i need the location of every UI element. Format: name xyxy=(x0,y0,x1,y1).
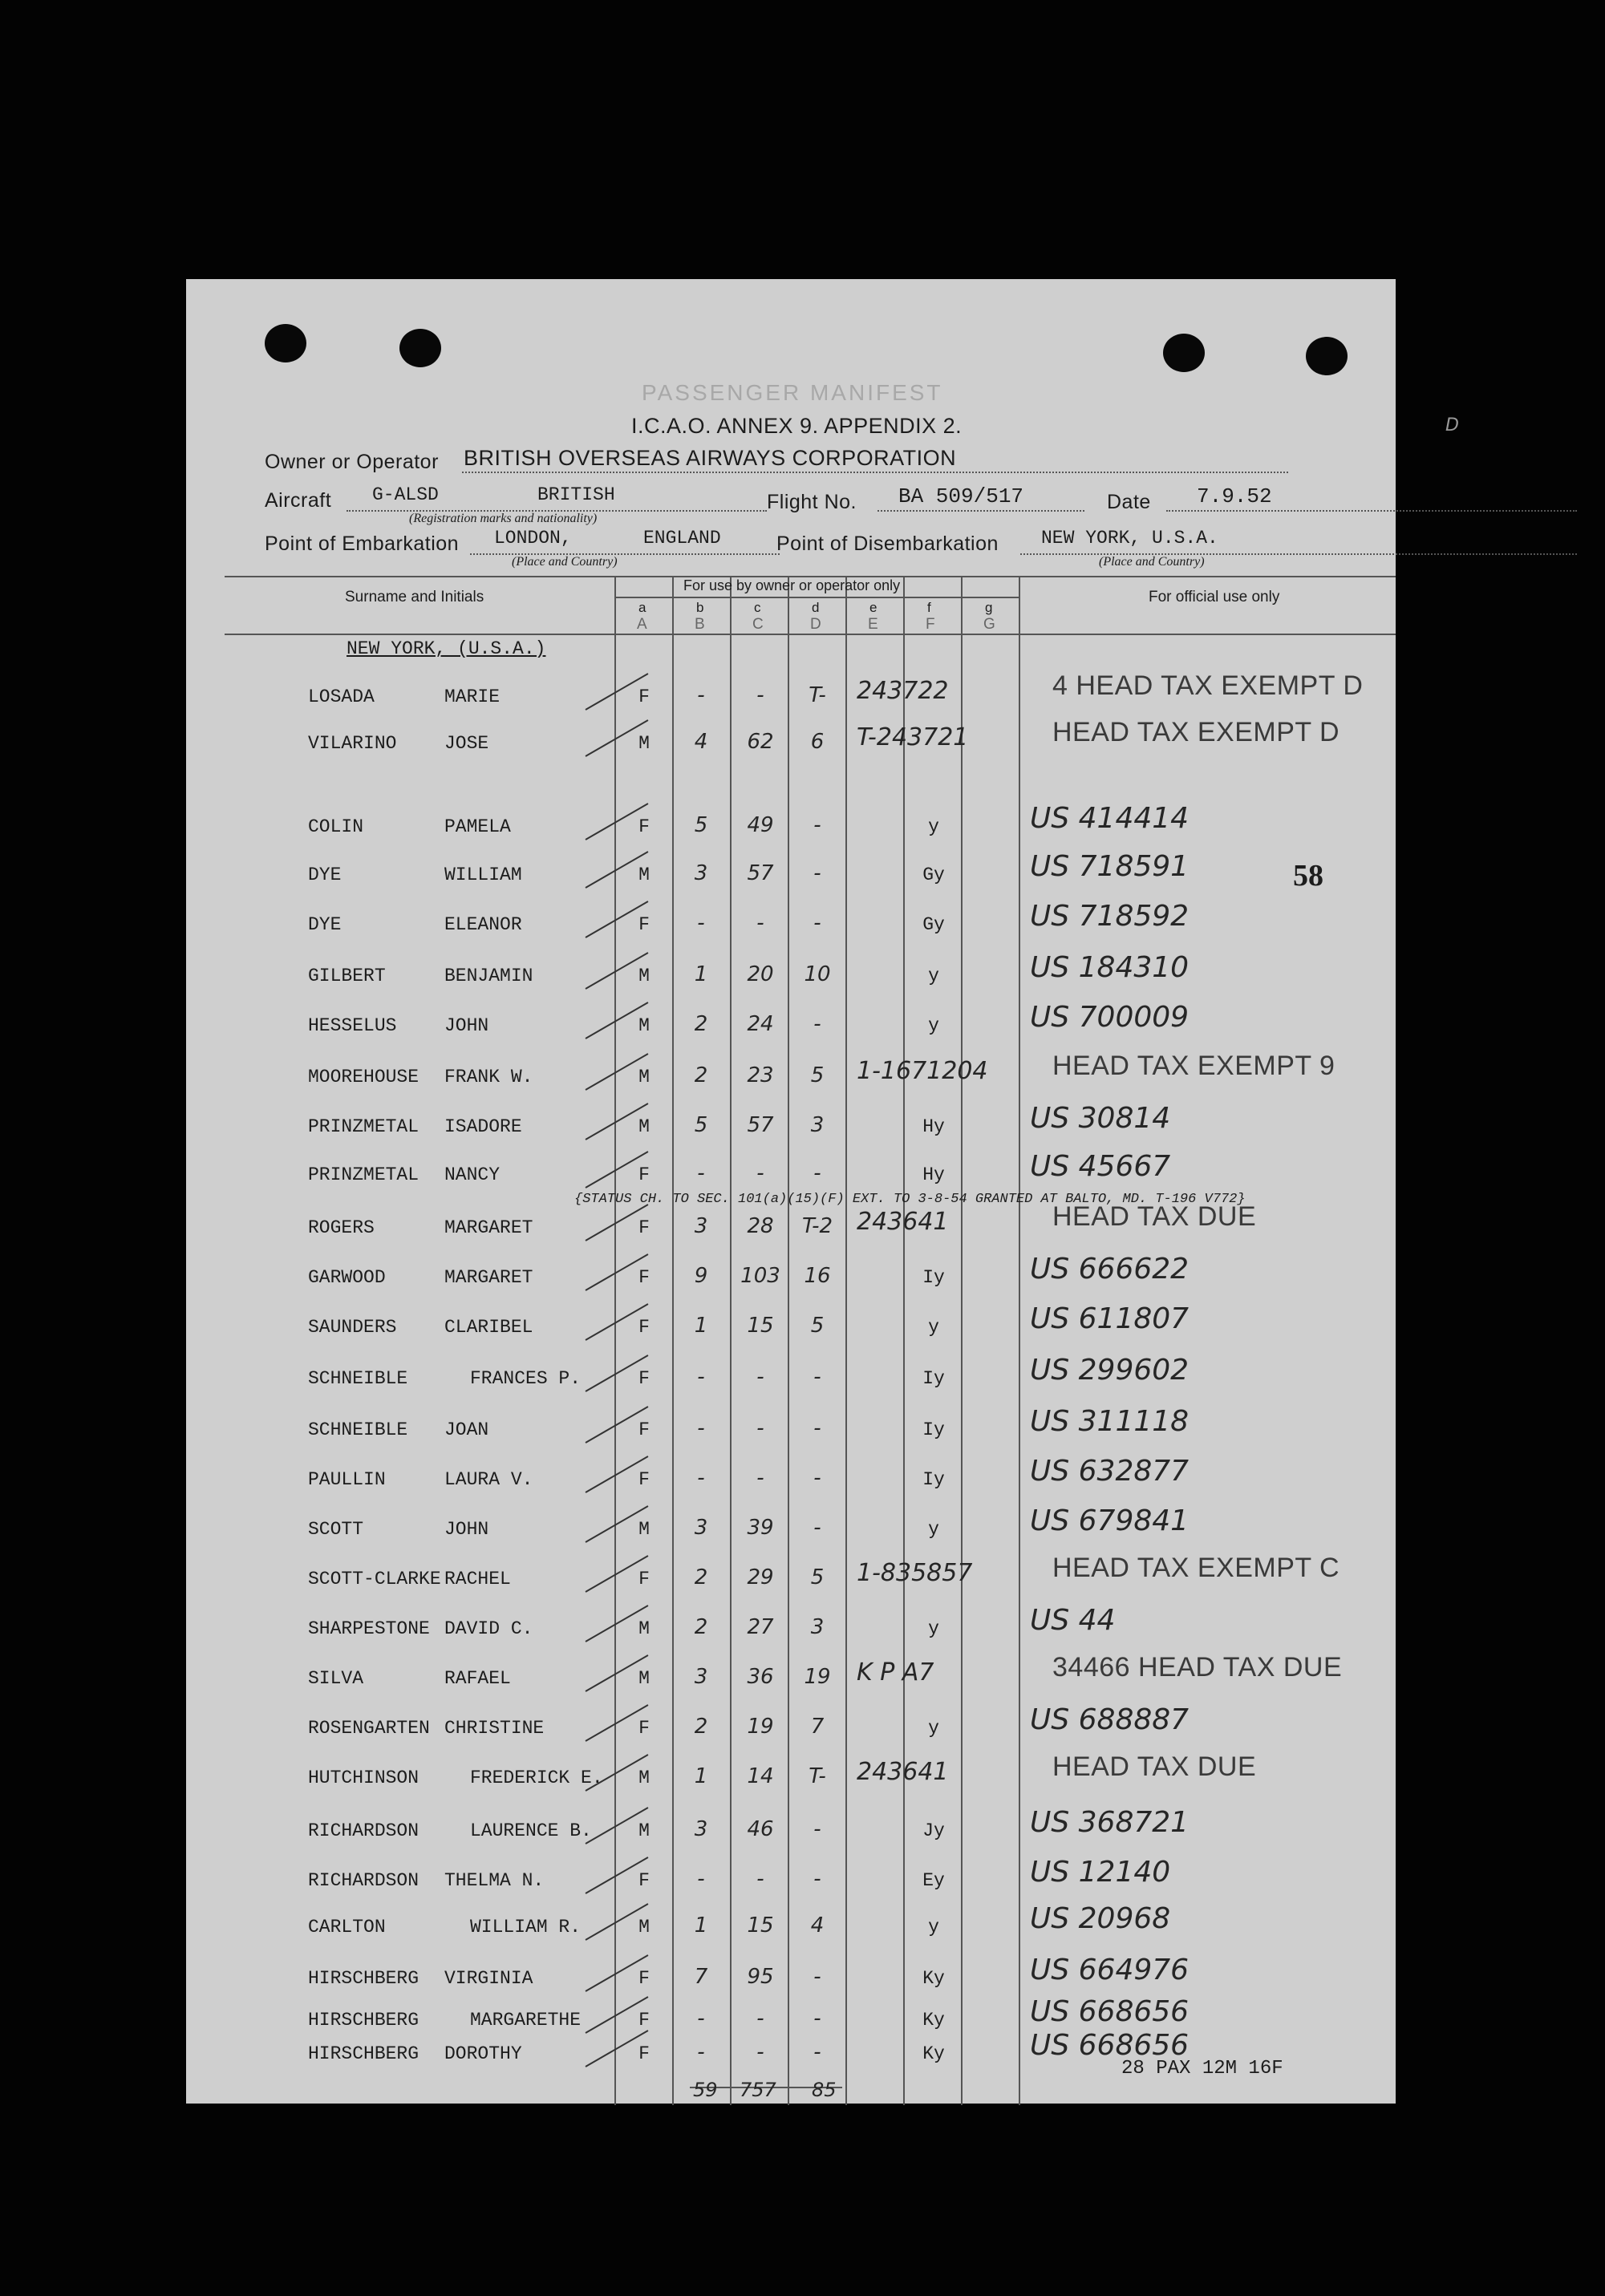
col-b-cell: - xyxy=(697,1416,705,1440)
col-d-cell: - xyxy=(813,1867,821,1891)
col-d-cell: T- xyxy=(809,683,826,707)
col-b-cell: - xyxy=(697,1365,705,1389)
passenger-given-name: DAVID C. xyxy=(444,1618,533,1639)
passenger-given-name: BENJAMIN xyxy=(444,966,533,986)
column-letter-upper: D xyxy=(810,616,821,633)
col-f-cell: y xyxy=(928,966,939,986)
sex-cell: M xyxy=(638,1668,650,1689)
passenger-surname: SCHNEIBLE xyxy=(308,1419,408,1440)
col-d-cell: 19 xyxy=(804,1665,831,1689)
col-c-cell: 24 xyxy=(747,1012,774,1036)
column-letter-lower: e xyxy=(869,600,877,615)
col-b-cell: 2 xyxy=(694,1615,708,1639)
sex-cell: F xyxy=(638,1317,650,1338)
col-c-cell: 15 xyxy=(747,1913,774,1938)
official-use-entry: US 632877 xyxy=(1030,1455,1190,1488)
official-use-entry: HEAD TAX EXEMPT 9 xyxy=(1052,1051,1335,1081)
flight-label: Flight No. xyxy=(767,491,857,513)
col-b-cell: 9 xyxy=(694,1264,708,1288)
col-f-cell: Ey xyxy=(922,1870,945,1891)
col-c-cell: - xyxy=(756,2006,764,2031)
official-use-entry: US 664976 xyxy=(1030,1954,1190,1986)
column-letter-upper: G xyxy=(983,616,995,633)
place-note-embark: (Place and Country) xyxy=(512,555,618,569)
column-letter-lower: b xyxy=(696,600,704,615)
col-d-cell: 3 xyxy=(810,1113,825,1137)
sex-cell: F xyxy=(638,1968,650,1989)
sex-cell: F xyxy=(638,1718,650,1739)
passenger-given-name: MARGARETHE xyxy=(470,2010,582,2031)
col-c-cell: 14 xyxy=(747,1764,774,1788)
col-c-cell: 103 xyxy=(740,1264,780,1288)
col-d-cell: 3 xyxy=(810,1615,825,1639)
passenger-surname: HUTCHINSON xyxy=(308,1768,419,1788)
col-e-cell: 1-835857 xyxy=(857,1559,973,1587)
passenger-given-name: WILLIAM R. xyxy=(470,1917,582,1938)
passenger-surname: PRINZMETAL xyxy=(308,1116,419,1137)
col-c-cell: 39 xyxy=(747,1516,774,1540)
sex-cell: M xyxy=(638,1015,650,1036)
passenger-surname: LOSADA xyxy=(308,686,375,707)
passenger-surname: ROSENGARTEN xyxy=(308,1718,430,1739)
official-use-entry: HEAD TAX DUE xyxy=(1052,1201,1257,1232)
col-e-cell: K P A7 xyxy=(857,1658,934,1687)
col-b-cell: 1 xyxy=(694,962,708,986)
sex-cell: M xyxy=(638,1820,650,1841)
column-letter-upper: B xyxy=(695,616,705,633)
column-letter-upper: E xyxy=(868,616,878,633)
sex-cell: M xyxy=(638,1768,650,1788)
passenger-surname: HIRSCHBERG xyxy=(308,2010,419,2031)
passenger-surname: GILBERT xyxy=(308,966,386,986)
col-d-cell: - xyxy=(813,1012,821,1036)
col-b-cell: 1 xyxy=(694,1764,708,1788)
col-f-cell: Gy xyxy=(922,865,945,885)
official-use-entry: US 668656 xyxy=(1030,1995,1190,2028)
passenger-surname: CARLTON xyxy=(308,1917,386,1938)
passenger-surname: SCOTT xyxy=(308,1519,364,1540)
passenger-given-name: WILLIAM xyxy=(444,865,522,885)
punch-hole xyxy=(1163,334,1205,372)
faded-form-title: PASSENGER MANIFEST xyxy=(642,380,943,405)
passenger-surname: RICHARDSON xyxy=(308,1870,419,1891)
column-letter-upper: F xyxy=(926,616,935,633)
col-b-cell: 7 xyxy=(694,1965,708,1989)
col-d-cell: - xyxy=(813,1965,821,1989)
passenger-given-name: THELMA N. xyxy=(444,1870,545,1891)
col-d-cell: - xyxy=(813,1161,821,1185)
official-use-entry: US 368721 xyxy=(1030,1806,1190,1839)
passenger-surname: DYE xyxy=(308,865,342,885)
col-c-cell: 27 xyxy=(747,1615,774,1639)
date-value: 7.9.52 xyxy=(1197,484,1272,508)
col-c-cell: - xyxy=(756,1365,764,1389)
col-d-cell: - xyxy=(813,813,821,837)
passenger-surname: SHARPESTONE xyxy=(308,1618,430,1639)
col-c-cell: - xyxy=(756,1416,764,1440)
official-use-entry: US 611807 xyxy=(1030,1302,1190,1335)
column-letter-upper: C xyxy=(752,616,764,633)
col-c-cell: 36 xyxy=(747,1665,774,1689)
col-f-cell: y xyxy=(928,1317,939,1338)
col-e-cell: 1-1671204 xyxy=(857,1057,988,1085)
col-c-cell: - xyxy=(756,1161,764,1185)
col-f-cell: Iy xyxy=(922,1419,945,1440)
official-use-entry: HEAD TAX DUE xyxy=(1052,1751,1257,1782)
flight-number: BA 509/517 xyxy=(898,484,1024,508)
col-c-cell: - xyxy=(756,1867,764,1891)
date-label: Date xyxy=(1107,491,1151,513)
col-d-cell: - xyxy=(813,2006,821,2031)
embarkation-city: LONDON, xyxy=(494,528,572,549)
total-b: 59 xyxy=(693,2079,718,2101)
passenger-surname: RICHARDSON xyxy=(308,1820,419,1841)
col-d-cell: - xyxy=(813,1516,821,1540)
col-f-cell: Iy xyxy=(922,1368,945,1389)
official-use-entry: US 184310 xyxy=(1030,951,1190,984)
col-b-cell: 2 xyxy=(694,1012,708,1036)
sex-cell: M xyxy=(638,1917,650,1938)
official-use-entry: US 688887 xyxy=(1030,1703,1190,1736)
col-b-cell: 5 xyxy=(694,813,708,837)
col-c-cell: 46 xyxy=(747,1817,774,1841)
col-c-cell: 19 xyxy=(747,1715,774,1739)
sex-cell: F xyxy=(638,686,650,707)
official-use-entry: US 666622 xyxy=(1030,1253,1190,1286)
passenger-surname: HIRSCHBERG xyxy=(308,1968,419,1989)
owner-use-header: For use by owner or operator only xyxy=(683,577,901,593)
passenger-given-name: RAFAEL xyxy=(444,1668,511,1689)
col-e-cell: T-243721 xyxy=(857,723,969,751)
official-use-entry: US 700009 xyxy=(1030,1001,1190,1034)
surname-column-header: Surname and Initials xyxy=(345,589,484,605)
passenger-given-name: MARGARET xyxy=(444,1217,533,1238)
sex-cell: F xyxy=(638,1469,650,1490)
punch-hole xyxy=(1306,337,1348,375)
official-use-header: For official use only xyxy=(1149,589,1280,605)
passenger-surname: SILVA xyxy=(308,1668,364,1689)
official-use-entry: US 45667 xyxy=(1030,1150,1171,1183)
col-c-cell: 95 xyxy=(747,1965,774,1989)
official-use-entry: US 668656 xyxy=(1030,2029,1190,2062)
sex-cell: F xyxy=(638,816,650,837)
col-e-cell: 243641 xyxy=(857,1758,949,1786)
sex-cell: F xyxy=(638,2010,650,2031)
col-f-cell: Ky xyxy=(922,1968,945,1989)
passenger-given-name: JOAN xyxy=(444,1419,489,1440)
disembarkation-value: NEW YORK, U.S.A. xyxy=(1041,528,1218,549)
col-b-cell: - xyxy=(697,911,705,935)
col-f-cell: y xyxy=(928,816,939,837)
sex-cell: F xyxy=(638,2043,650,2064)
punch-hole xyxy=(265,324,306,362)
passenger-given-name: FREDERICK E. xyxy=(470,1768,603,1788)
official-use-entry: US 718591 xyxy=(1030,850,1190,883)
col-d-cell: 5 xyxy=(810,1314,825,1338)
col-b-cell: - xyxy=(697,1466,705,1490)
col-c-cell: - xyxy=(756,1466,764,1490)
passenger-given-name: JOHN xyxy=(444,1519,489,1540)
passenger-given-name: JOSE xyxy=(444,733,489,754)
col-c-cell: 29 xyxy=(747,1565,774,1589)
registration-note: (Registration marks and nationality) xyxy=(409,512,598,525)
passenger-surname: HIRSCHBERG xyxy=(308,2043,419,2064)
embarkation-country: ENGLAND xyxy=(643,528,721,549)
col-b-cell: - xyxy=(697,1161,705,1185)
official-use-entry: HEAD TAX EXEMPT D xyxy=(1052,717,1340,747)
sex-cell: M xyxy=(638,966,650,986)
official-use-entry: US 414414 xyxy=(1030,802,1190,835)
manifest-page xyxy=(186,279,1459,2104)
sex-cell: M xyxy=(638,1519,650,1540)
passenger-given-name: VIRGINIA xyxy=(444,1968,533,1989)
col-b-cell: - xyxy=(697,2040,705,2064)
passenger-surname: MOOREHOUSE xyxy=(308,1067,419,1087)
col-b-cell: 2 xyxy=(694,1063,708,1087)
col-f-cell: y xyxy=(928,1618,939,1639)
form-title: I.C.A.O. ANNEX 9. APPENDIX 2. xyxy=(631,414,963,438)
col-d-cell: - xyxy=(813,2040,821,2064)
official-use-entry: US 30814 xyxy=(1030,1102,1171,1135)
column-letter-upper: A xyxy=(637,616,647,633)
official-use-entry: US 679841 xyxy=(1030,1504,1190,1537)
sex-cell: F xyxy=(638,1217,650,1238)
page-number: 58 xyxy=(1293,859,1323,893)
col-f-cell: y xyxy=(928,1718,939,1739)
col-d-cell: T-2 xyxy=(801,1214,833,1238)
sex-cell: M xyxy=(638,1116,650,1137)
col-e-cell: 243641 xyxy=(857,1208,949,1236)
passenger-surname: VILARINO xyxy=(308,733,397,754)
aircraft-registration: G-ALSD xyxy=(372,484,439,505)
passenger-surname: PAULLIN xyxy=(308,1469,386,1490)
aircraft-nationality: BRITISH xyxy=(537,484,615,505)
col-d-cell: - xyxy=(813,1817,821,1841)
passenger-summary: 28 PAX 12M 16F xyxy=(1121,2058,1283,2079)
column-letter-lower: f xyxy=(927,600,931,615)
place-note-disembark: (Place and Country) xyxy=(1099,555,1205,569)
passenger-given-name: ISADORE xyxy=(444,1116,522,1137)
col-c-cell: - xyxy=(756,2040,764,2064)
col-b-cell: 2 xyxy=(694,1715,708,1739)
col-b-cell: 1 xyxy=(694,1314,708,1338)
col-c-cell: 23 xyxy=(747,1063,774,1087)
passenger-given-name: PAMELA xyxy=(444,816,511,837)
col-f-cell: Iy xyxy=(922,1267,945,1288)
col-d-cell: 10 xyxy=(804,962,831,986)
passenger-given-name: DOROTHY xyxy=(444,2043,522,2064)
owner-label: Owner or Operator xyxy=(265,451,439,473)
passenger-surname: ROGERS xyxy=(308,1217,375,1238)
passenger-given-name: JOHN xyxy=(444,1015,489,1036)
col-c-cell: 57 xyxy=(747,1113,774,1137)
column-letter-lower: d xyxy=(812,600,820,615)
col-c-cell: 57 xyxy=(747,861,774,885)
col-d-cell: 16 xyxy=(804,1264,831,1288)
col-c-cell: 49 xyxy=(747,813,774,837)
sex-cell: F xyxy=(638,1267,650,1288)
col-d-cell: 4 xyxy=(810,1913,825,1938)
col-d-cell: - xyxy=(813,1466,821,1490)
passenger-surname: SAUNDERS xyxy=(308,1317,397,1338)
col-b-cell: 5 xyxy=(694,1113,708,1137)
sex-cell: F xyxy=(638,1870,650,1891)
col-f-cell: Hy xyxy=(922,1116,945,1137)
col-b-cell: 3 xyxy=(694,861,708,885)
aircraft-label: Aircraft xyxy=(265,489,332,512)
section-heading: NEW YORK, (U.S.A.) xyxy=(347,638,546,659)
passenger-surname: HESSELUS xyxy=(308,1015,397,1036)
col-f-cell: y xyxy=(928,1519,939,1540)
passenger-given-name: FRANCES P. xyxy=(470,1368,582,1389)
column-letter-lower: a xyxy=(638,600,646,615)
col-c-cell: - xyxy=(756,683,764,707)
col-f-cell: Iy xyxy=(922,1469,945,1490)
col-d-cell: - xyxy=(813,1365,821,1389)
passenger-given-name: ELEANOR xyxy=(444,914,522,935)
col-b-cell: - xyxy=(697,683,705,707)
col-c-cell: - xyxy=(756,911,764,935)
col-d-cell: - xyxy=(813,861,821,885)
col-c-cell: 20 xyxy=(747,962,774,986)
col-b-cell: - xyxy=(697,2006,705,2031)
column-letter-lower: g xyxy=(985,600,993,615)
col-b-cell: 3 xyxy=(694,1516,708,1540)
passenger-given-name: LAURA V. xyxy=(444,1469,533,1490)
official-use-entry: US 311118 xyxy=(1030,1405,1190,1438)
sex-cell: M xyxy=(638,865,650,885)
col-b-cell: 4 xyxy=(694,730,708,754)
col-d-cell: 7 xyxy=(810,1715,825,1739)
official-use-entry: HEAD TAX EXEMPT C xyxy=(1052,1553,1340,1583)
passenger-surname: PRINZMETAL xyxy=(308,1164,419,1185)
passenger-given-name: RACHEL xyxy=(444,1569,511,1589)
col-d-cell: - xyxy=(813,911,821,935)
sex-cell: F xyxy=(638,1419,650,1440)
official-use-entry: US 20968 xyxy=(1030,1902,1171,1935)
passenger-given-name: MARIE xyxy=(444,686,501,707)
col-f-cell: Jy xyxy=(922,1820,945,1841)
total-d: 85 xyxy=(812,2079,837,2101)
passenger-given-name: NANCY xyxy=(444,1164,501,1185)
passenger-given-name: LAURENCE B. xyxy=(470,1820,592,1841)
passenger-given-name: FRANK W. xyxy=(444,1067,533,1087)
col-d-cell: - xyxy=(813,1416,821,1440)
col-f-cell: y xyxy=(928,1917,939,1938)
passenger-given-name: CLARIBEL xyxy=(444,1317,533,1338)
official-use-entry: 34466 HEAD TAX DUE xyxy=(1052,1652,1343,1683)
col-b-cell: 3 xyxy=(694,1817,708,1841)
col-d-cell: 5 xyxy=(810,1063,825,1087)
col-e-cell: 243722 xyxy=(857,677,949,705)
punch-hole xyxy=(399,329,441,367)
disembarkation-label: Point of Disembarkation xyxy=(776,532,999,555)
sex-cell: F xyxy=(638,914,650,935)
status-note: {STATUS CH. TO SEC. 101(a)(15)(F) EXT. TO 3-8-54 GRANTED AT BALTO, MD. T-196 V772} xyxy=(574,1192,1246,1207)
sex-cell: F xyxy=(638,1164,650,1185)
owner-value: BRITISH OVERSEAS AIRWAYS CORPORATION xyxy=(464,446,957,470)
sex-cell: M xyxy=(638,733,650,754)
col-f-cell: Hy xyxy=(922,1164,945,1185)
col-b-cell: 3 xyxy=(694,1214,708,1238)
col-d-cell: T- xyxy=(809,1764,826,1788)
passenger-surname: SCHNEIBLE xyxy=(308,1368,408,1389)
official-use-entry: US 299602 xyxy=(1030,1354,1190,1387)
col-f-cell: y xyxy=(928,1015,939,1036)
passenger-given-name: MARGARET xyxy=(444,1267,533,1288)
sex-cell: F xyxy=(638,1569,650,1589)
col-d-cell: 6 xyxy=(810,730,825,754)
col-f-cell: Ky xyxy=(922,2010,945,2031)
passenger-surname: SCOTT-CLARKE xyxy=(308,1569,441,1589)
col-b-cell: 1 xyxy=(694,1913,708,1938)
col-d-cell: 5 xyxy=(810,1565,825,1589)
passenger-surname: COLIN xyxy=(308,816,364,837)
col-b-cell: 2 xyxy=(694,1565,708,1589)
passenger-surname: GARWOOD xyxy=(308,1267,386,1288)
col-c-cell: 15 xyxy=(747,1314,774,1338)
sex-cell: M xyxy=(638,1067,650,1087)
passenger-given-name: CHRISTINE xyxy=(444,1718,545,1739)
col-c-cell: 62 xyxy=(747,730,774,754)
official-use-entry: US 718592 xyxy=(1030,900,1190,933)
total-c: 757 xyxy=(740,2079,776,2101)
official-use-entry: 4 HEAD TAX EXEMPT D xyxy=(1052,670,1364,701)
sex-cell: F xyxy=(638,1368,650,1389)
embarkation-label: Point of Embarkation xyxy=(265,532,460,555)
col-b-cell: - xyxy=(697,1867,705,1891)
sex-cell: M xyxy=(638,1618,650,1639)
passenger-surname: DYE xyxy=(308,914,342,935)
col-c-cell: 28 xyxy=(747,1214,774,1238)
column-letter-lower: c xyxy=(754,600,761,615)
col-f-cell: Gy xyxy=(922,914,945,935)
col-f-cell: Ky xyxy=(922,2043,945,2064)
official-use-entry: US 12140 xyxy=(1030,1856,1171,1889)
official-use-entry: US 44 xyxy=(1030,1604,1116,1637)
col-b-cell: 3 xyxy=(694,1665,708,1689)
margin-mark: D xyxy=(1445,415,1459,435)
